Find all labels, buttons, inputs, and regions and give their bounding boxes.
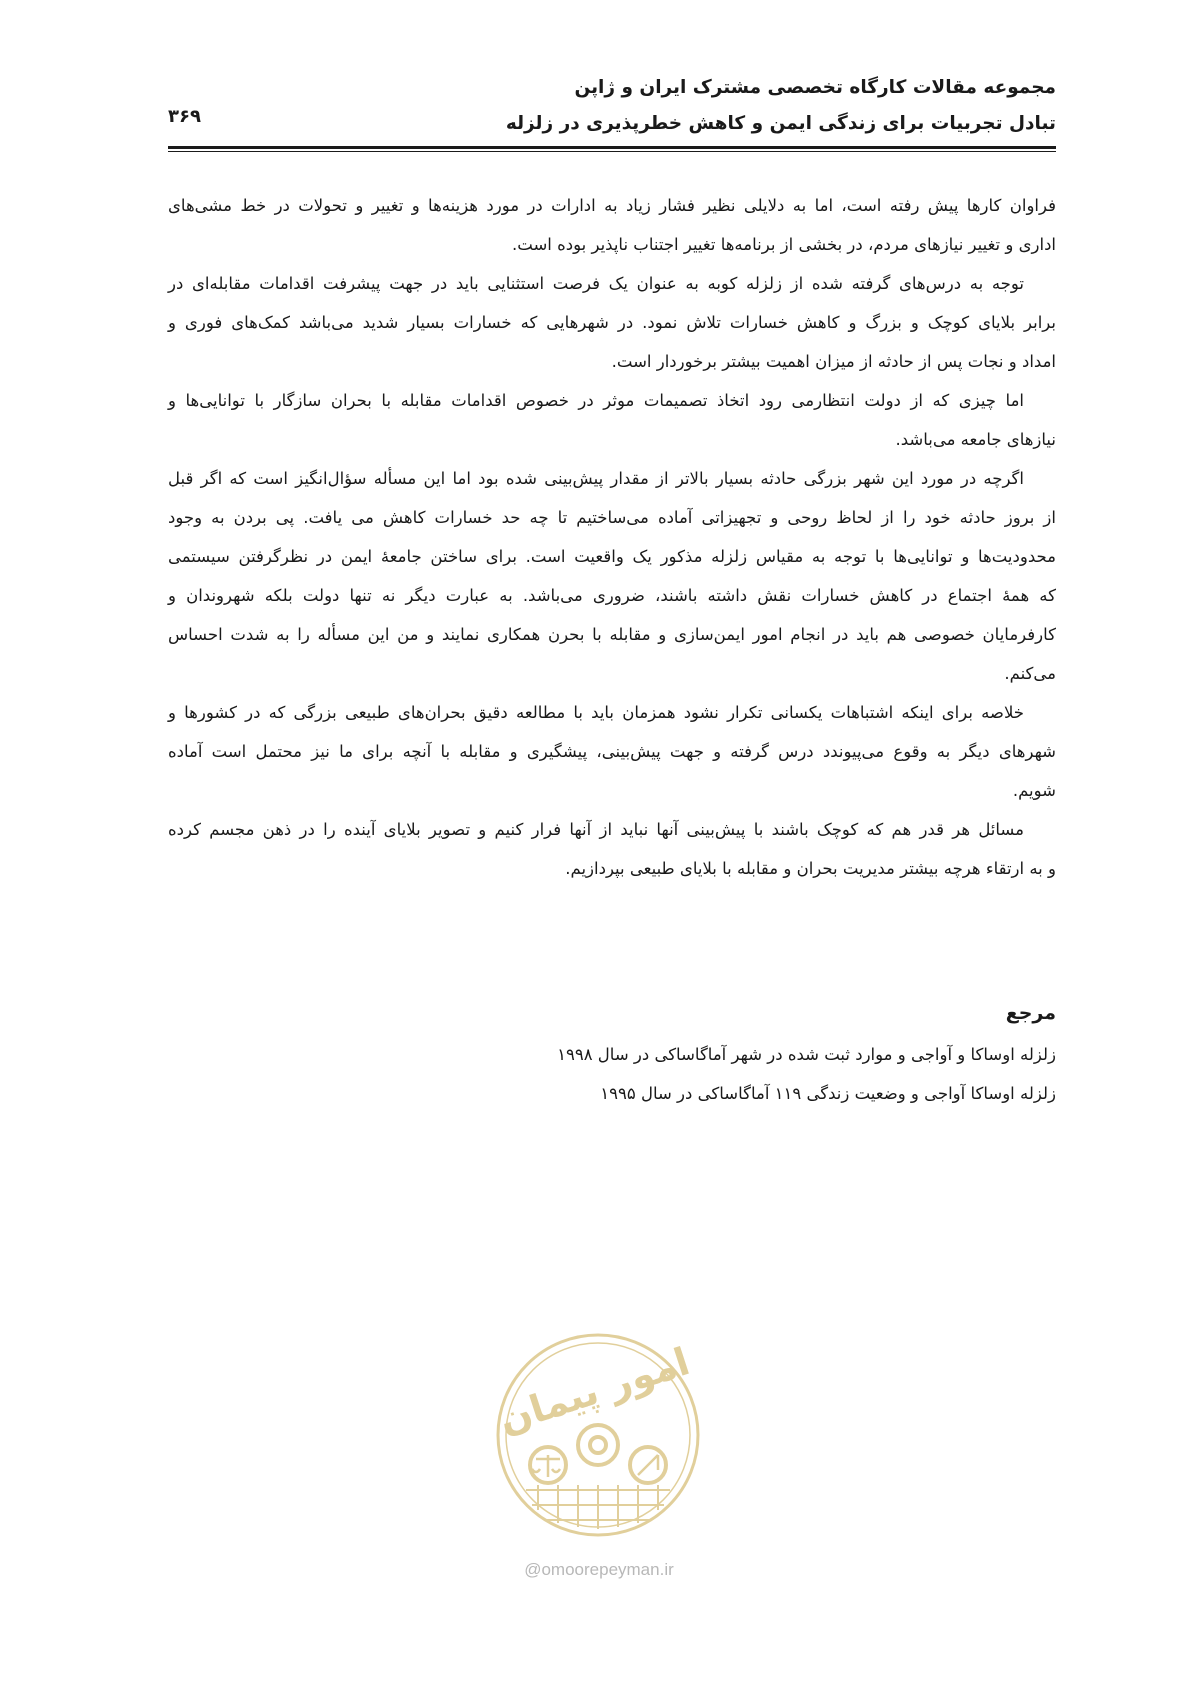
page-number: ۳۶۹ <box>168 106 201 127</box>
text-line: شهرهای دیگر به وقوع می‌پیوندد درس گرفته و جهت پیش‌بینی، پیشگیری و مقابله با آنچه برای ما نیز محتمل است آماده <box>168 742 1056 761</box>
paragraph-4 <box>168 459 1056 693</box>
svg-text:امور پیمان: امور پیمان <box>493 1339 695 1443</box>
paragraph-2 <box>168 264 1056 381</box>
paragraph-6 <box>168 810 1056 888</box>
paragraph-3 <box>168 381 1056 459</box>
text-line: که همهٔ اجتماع در کاهش خسارات نقش داشته باشند، ضروری می‌باشد. به عبارت دیگر نه تنها دولت بلکه شهروندان و <box>168 586 1056 605</box>
references-section <box>168 993 1056 1113</box>
paragraph-5 <box>168 693 1056 810</box>
text-line: محدودیت‌ها و توانایی‌ها با توجه به مقیاس زلزله مذکور یک واقعیت است. برای ساختن جامعهٔ ایمن در نظرگرفتن سیستمی <box>168 547 1056 566</box>
text-line: توجه به درس‌های گرفته شده از زلزله کوبه به عنوان یک فرصت استثنایی باید در جهت پیشرفت اقدامات مقابله‌ای در <box>168 274 1024 293</box>
header-subtitle: تبادل تجربیات برای زندگی ایمن و کاهش خطرپذیری در زلزله <box>505 113 1056 134</box>
text-line: اگرچه در مورد این شهر بزرگی حادثه بسیار بالاتر از مقدار پیش‌بینی شده بود اما این مسأله سؤال‌انگیز است که اگر قبل <box>168 469 1024 488</box>
running-header <box>168 70 1056 142</box>
reference-item: زلزله اوساکا آواجی و وضعیت زندگی ۱۱۹ آماگاساکی در سال ۱۹۹۵ <box>600 1084 1056 1103</box>
crane-icon <box>638 1455 658 1475</box>
logo-seal-icon <box>488 1325 708 1545</box>
paragraph-1 <box>168 186 1056 264</box>
scales-icon <box>532 1455 560 1477</box>
reference-item: زلزله اوساکا و آواجی و موارد ثبت شده در شهر آماگاساکی در سال ۱۹۹۸ <box>557 1045 1056 1064</box>
text-line: مسائل هر قدر هم که کوچک باشند با پیش‌بینی آنها نباید از آنها فرار کنیم و تصویر بلایای آینده را در ذهن مجسم کرده <box>168 820 1024 839</box>
watermark-logo <box>488 1325 708 1545</box>
body-text <box>168 186 1056 888</box>
text-line: فراوان کارها پیش رفته است، اما به دلایلی نظیر فشار زیاد به ادارات در مورد هزینه‌ها و تغییر و تحولات در خط مشی‌های <box>168 196 1056 215</box>
text-line: از بروز حادثه خود را از لحاظ روحی و تجهیزاتی آماده می‌ساختیم تا چه حد خسارات کاهش می یافت. پی بردن به وجود <box>168 508 1056 527</box>
gear-icon <box>578 1425 618 1465</box>
references-heading: مرجع <box>1005 1002 1056 1024</box>
header-title: مجموعه مقالات کارگاه تخصصی مشترک ایران و ژاپن <box>574 77 1056 98</box>
text-line: برابر بلایای کوچک و بزرگ و کاهش خسارات تلاش نمود. در شهرهایی که خسارات بسیار شدید می‌باشد کمک‌های فوری و <box>168 313 1056 332</box>
text-line: اداری و تغییر نیازهای مردم، در بخشی از برنامه‌ها تغییر اجتناب ناپذیر بوده است. <box>512 235 1056 254</box>
header-rule-thick <box>168 146 1056 149</box>
text-line: خلاصه برای اینکه اشتباهات یکسانی تکرار نشود همزمان باید با مطالعه دقیق بحران‌های طبیعی بزرگی که در کشورها و <box>168 703 1024 722</box>
header-rule-thin <box>168 151 1056 152</box>
text-line: می‌کنم. <box>1004 664 1056 683</box>
text-line: اما چیزی که از دولت انتظارمی رود اتخاذ تصمیمات موثر در خصوص اقدامات مقابله با بحران سازگار با توانایی‌ها و <box>168 391 1024 410</box>
text-line: کارفرمایان خصوصی هم باید در انجام امور ایمن‌سازی و مقابله با بحرن همکاری نمایند و من این مسأله را به شدت احساس <box>168 625 1056 644</box>
text-line: و به ارتقاء هرچه بیشتر مدیریت بحران و مقابله با بلایای طبیعی بپردازیم. <box>565 859 1056 878</box>
watermark-url: @omoorepeyman.ir <box>524 1560 674 1579</box>
text-line: شویم. <box>1012 781 1056 800</box>
text-line: امداد و نجات پس از حادثه از میزان اهمیت بیشتر برخوردار است. <box>611 352 1056 371</box>
text-line: نیازهای جامعه می‌باشد. <box>895 430 1056 449</box>
